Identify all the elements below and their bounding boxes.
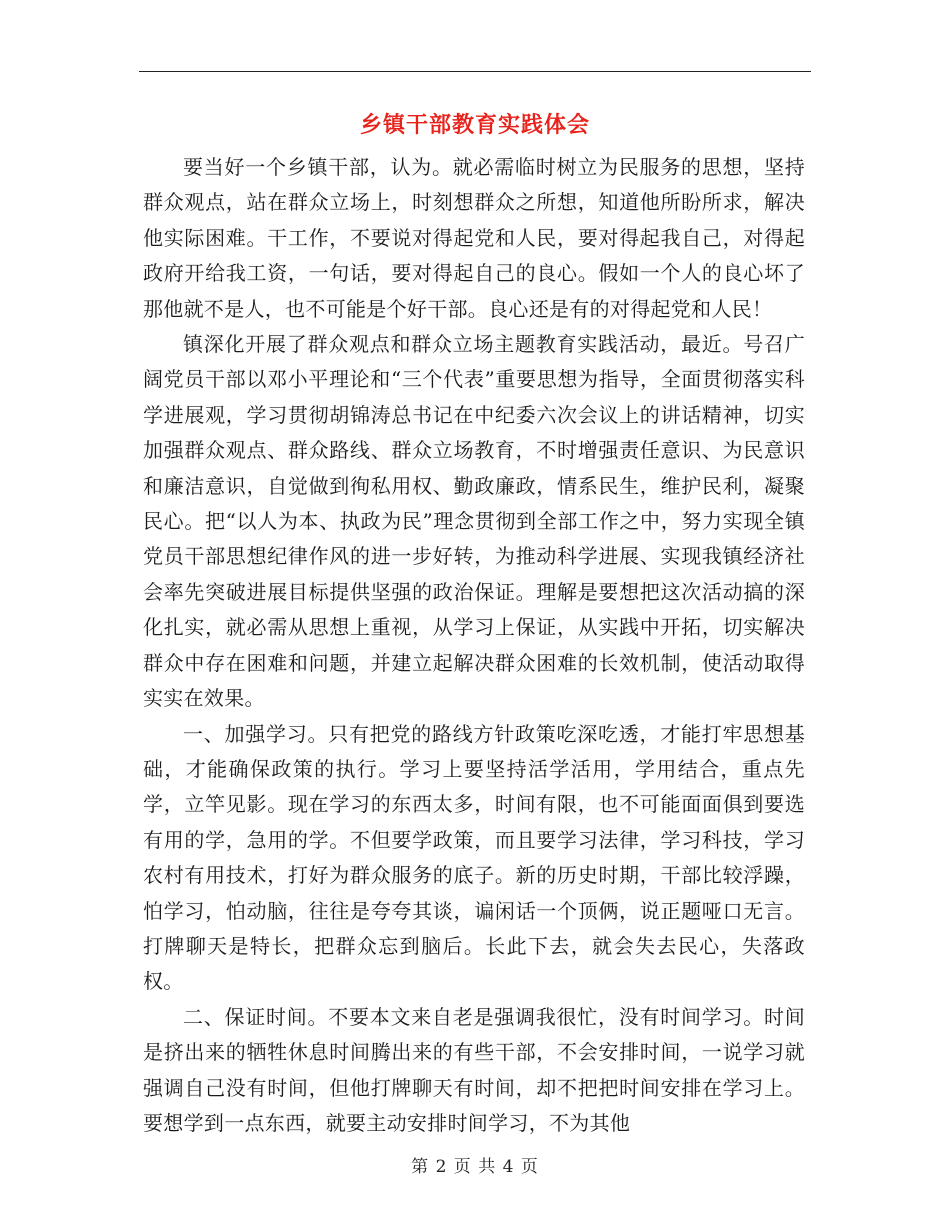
paragraph-4: 二、保证时间。不要本文来自老是强调我很忙，没有时间学习。时间是挤出来的牺牲休息时间腾出来的有些干部，不会安排时间，一说学习就强调自己没有时间，但他打牌聊天有时间，却不把把时间安排在学习上。要想学到一点东西，就要主动安排时间学习，不为其他 (143, 1004, 805, 1135)
header-rule (139, 71, 811, 72)
paragraph-2: 镇深化开展了群众观点和群众立场主题教育实践活动，最近。号召广阔党员干部以邓小平理论和“三个代表”重要思想为指导，全面贯彻落实科学进展观，学习贯彻胡锦涛总书记在中纪委六次会议上的讲话精神，切实加强群众观点、群众路线、群众立场教育，不时增强责任意识、为民意识和廉洁意识，自觉做到徇私用权、勤政廉政，情系民生，维护民利，凝聚民心。把“以人为本、执政为民”理念贯彻到全部工作之中，努力实现全镇党员干部思想纪律作风的进一步好转，为推动科学进展、实现我镇经济社会率先突破进展目标提供坚强的政治保证。理解是要想把这次活动搞的深化扎实，就必需从思想上重视，从学习上保证，从实践中开拓，切实解决群众中存在困难和问题，并建立起解决群众困难的长效机制，使活动取得实实在效果。 (143, 332, 805, 711)
paragraph-1: 要当好一个乡镇干部，认为。就必需临时树立为民服务的思想，坚持群众观点，站在群众立场上，时刻想群众之所想，知道他所盼所求，解决他实际困难。干工作，不要说对得起党和人民，要对得起我自己，对得起政府开给我工资，一句话，要对得起自己的良心。假如一个人的良心坏了那他就不是人，也不可能是个好干部。良心还是有的对得起党和人民！ (143, 155, 805, 321)
document-body (143, 150, 805, 1141)
document-title: 乡镇干部教育实践体会 (359, 112, 590, 138)
paragraph-3: 一、加强学习。只有把党的路线方针政策吃深吃透，才能打牢思想基础，才能确保政策的执行。学习上要坚持活学活用，学用结合，重点先学，立竿见影。现在学习的东西太多，时间有限，也不可能面面俱到要选有用的学，急用的学。不但要学政策，而且要学习法律，学习科技，学习农村有用技术，打好为群众服务的底子。新的历史时期，干部比较浮躁，怕学习，怕动脑，往往是夸夸其谈，谝闲话一个顶俩，说正题哑口无言。打牌聊天是特长，把群众忘到脑后。长此下去，就会失去民心，失落政权。 (143, 721, 805, 994)
page-number-footer: 第 2 页 共 4 页 (411, 1157, 539, 1177)
